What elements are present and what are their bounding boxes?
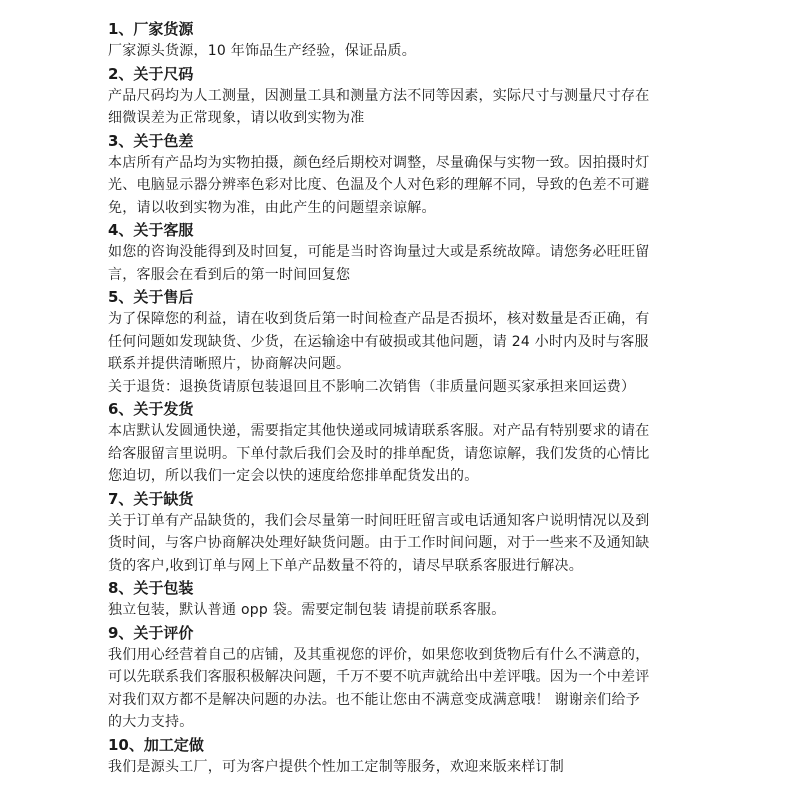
section-after-sales bbox=[108, 286, 708, 398]
section-text-line: 厂家源头货源，10 年饰品生产经验，保证品质。 bbox=[108, 43, 417, 59]
section-text-line: 可以先联系我们客服积极解决问题，千万不要不吭声就给出中差评哦。因为一个中差评 bbox=[108, 669, 650, 685]
section-custom-processing bbox=[108, 734, 708, 779]
section-text-line: 为了保障您的利益，请在收到货后第一时间检查产品是否损坏，核对数量是否正确，有 bbox=[108, 311, 650, 327]
section-text-line: 产品尺码均为人工测量，因测量工具和测量方法不同等因素，实际尺寸与测量尺寸存在 bbox=[108, 87, 650, 104]
section-color-difference bbox=[108, 130, 708, 220]
section-text-line: 光、电脑显示器分辨率色彩对比度、色温及个人对色彩的理解不同，导致的色差不可避 bbox=[108, 177, 650, 193]
section-title: 7、关于缺货 bbox=[108, 489, 194, 508]
section-text-line: 您迫切，所以我们一定会以快的速度给您排单配货发出的。 bbox=[108, 468, 479, 484]
section-text-line: 本店默认发圆通快递，需要指定其他快递或同城请联系客服。对产品有特别要求的请在 bbox=[108, 423, 650, 439]
section-shipping bbox=[108, 398, 708, 488]
section-text-line: 给客服留言里说明。下单付款后我们会及时的排单配货，请您谅解，我们发货的心情比 bbox=[108, 445, 650, 462]
section-text-line: 言，客服会在看到后的第一时间回复您 bbox=[108, 266, 351, 283]
section-title: 3、关于色差 bbox=[108, 131, 194, 150]
section-text-line: 细微误差为正常现象，请以收到实物为准 bbox=[108, 110, 365, 126]
section-text-line: 我们是源头工厂，可为客户提供个性加工定制等服务，欢迎来版来样订制 bbox=[108, 758, 564, 775]
section-text-line: 货时间，与客户协商解决处理好缺货问题。由于工作时间问题，对于一些来不及通知缺 bbox=[108, 535, 650, 551]
section-text-line: 独立包装，默认普通 opp 袋。需要定制包装 请提前联系客服。 bbox=[108, 602, 506, 618]
section-packaging bbox=[108, 577, 708, 622]
section-text-line: 的大力支持。 bbox=[108, 714, 194, 730]
section-title: 9、关于评价 bbox=[108, 623, 194, 642]
section-size bbox=[108, 63, 708, 130]
section-text-line: 货的客户,收到订单与网上下单产品数量不符的，请尽早联系客服进行解决。 bbox=[108, 557, 583, 574]
section-title: 10、加工定做 bbox=[108, 735, 204, 754]
section-text-line: 联系并提供清晰照片，协商解决问题。 bbox=[108, 356, 351, 372]
notice-document bbox=[108, 18, 708, 778]
section-out-of-stock bbox=[108, 488, 708, 578]
section-text-line: 免，请以收到实物为准，由此产生的问题望亲谅解。 bbox=[108, 199, 436, 216]
section-text-line: 任何问题如发现缺货、少货，在运输途中有破损或其他问题，请 24 小时内及时与客服 bbox=[108, 333, 649, 350]
section-text-line: 如您的咨询没能得到及时回复，可能是当时咨询量过大或是系统故障。请您务必旺旺留 bbox=[108, 244, 650, 260]
section-customer-service bbox=[108, 219, 708, 286]
section-title: 8、关于包装 bbox=[108, 579, 194, 597]
section-title: 4、关于客服 bbox=[108, 221, 194, 239]
section-title: 6、关于发货 bbox=[108, 400, 194, 418]
section-text-line: 本店所有产品均为实物拍摄，颜色经后期校对调整，尽量确保与实物一致。因拍摄时灯 bbox=[108, 154, 650, 171]
section-text-line: 对我们双方都不是解决问题的办法。也不能让您由不满意变成满意哦！ 谢谢亲们给予 bbox=[108, 691, 640, 708]
section-factory-source bbox=[108, 18, 708, 63]
section-text-line: 我们用心经营着自己的店铺，及其重视您的评价，如果您收到货物后有什么不满意的， bbox=[108, 646, 650, 663]
section-title: 1、厂家货源 bbox=[108, 20, 194, 38]
section-title: 5、关于售后 bbox=[108, 288, 194, 306]
section-text-line: 关于退货：退换货请原包装退回且不影响二次销售（非质量问题买家承担来回运费） bbox=[108, 378, 636, 395]
section-title: 2、关于尺码 bbox=[108, 64, 194, 83]
section-reviews bbox=[108, 622, 708, 734]
section-text-line: 关于订单有产品缺货的，我们会尽量第一时间旺旺留言或电话通知客户说明情况以及到 bbox=[108, 512, 650, 529]
